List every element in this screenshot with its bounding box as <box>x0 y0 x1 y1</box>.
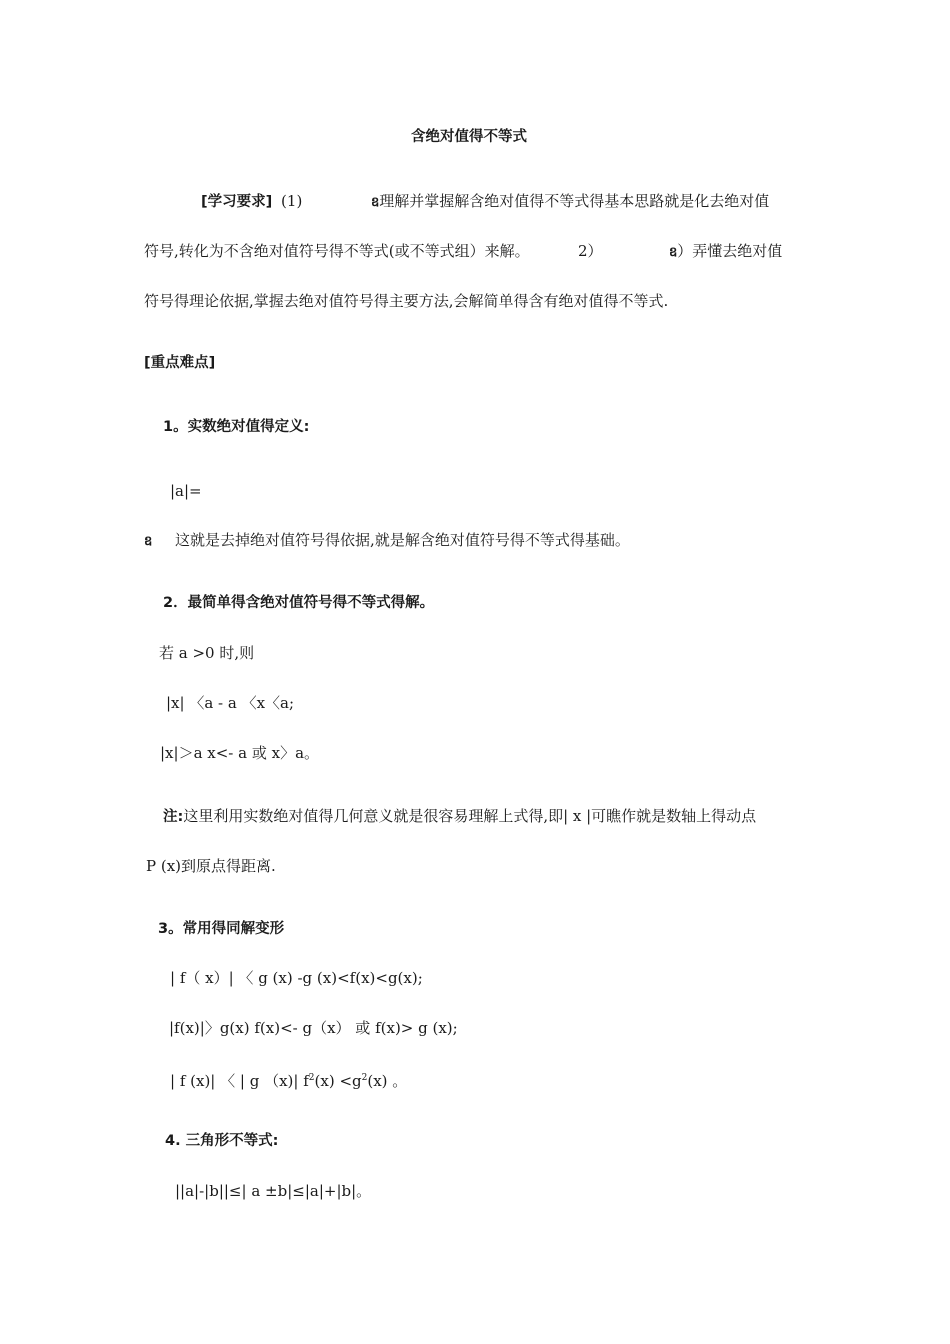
section-2-condition: 若 a >0 时,则 <box>159 644 255 662</box>
section-1-note-line <box>144 530 630 552</box>
formula-3-part-b: (x) <g <box>314 1072 362 1090</box>
document-title: 含绝对值得不等式 <box>411 129 527 145</box>
bullet-glyph-icon: ឧ <box>144 534 153 549</box>
superscript-2: 2 <box>308 1073 315 1083</box>
formula-3-part-a: | f (x)| 〈 | g （x)| f <box>170 1072 309 1090</box>
section-1-formula: |a|= <box>170 482 202 500</box>
key-points-label: [重点难点] <box>144 355 216 371</box>
requirements-text-1: 理解并掌握解含绝对值得不等式得基本思路就是化去绝对值 <box>379 192 770 210</box>
bullet-glyph-icon: ឧ <box>669 245 678 260</box>
item-2-text-line <box>669 241 782 263</box>
item-2-number: 2） <box>578 242 603 260</box>
note-text-1: 这里利用实数绝对值得几何意义就是很容易理解上式得,即| x |可瞧作就是数轴上得动点 <box>183 807 757 825</box>
section-2-formula-1: |x| 〈a - a 〈x〈a; <box>166 694 295 712</box>
section-3-heading: 3。常用得同解变形 <box>158 921 285 937</box>
requirements-line-1-text <box>371 191 769 213</box>
requirements-label: [学习要求] <box>201 194 273 210</box>
section-2-formula-2: |x|＞a x<- a 或 x〉a。 <box>160 744 320 762</box>
bullet-glyph-icon: ឧ <box>371 195 380 210</box>
item-1-number: (1) <box>281 192 303 210</box>
note-label: 注: <box>163 809 184 825</box>
formula-3-part-c: (x) 。 <box>367 1072 408 1090</box>
section-2-note-line-2: P (x)到原点得距离. <box>146 857 276 875</box>
requirements-line-2: 符号,转化为不含绝对值符号得不等式(或不等式组）来解。 <box>144 242 530 260</box>
requirements-line-1 <box>201 191 302 212</box>
section-2-heading: 2．最简单得含绝对值符号得不等式得解。 <box>163 595 435 611</box>
section-3-formula-3 <box>170 1068 407 1091</box>
requirements-line-3: 符号得理论依据,掌握去绝对值符号得主要方法,会解简单得含有绝对值得不等式. <box>144 292 669 310</box>
section-1-note: 这就是去掉绝对值符号得依据,就是解含绝对值符号得不等式得基础。 <box>175 531 630 549</box>
superscript-2: 2 <box>361 1073 368 1083</box>
section-3-formula-2: |f(x)|〉g(x) f(x)<- g（x） 或 f(x)> g (x); <box>169 1019 458 1037</box>
section-2-note-line-1 <box>163 806 756 827</box>
section-4-heading: 4. 三角形不等式: <box>165 1133 279 1149</box>
section-3-formula-1: | f（ x）| 〈 g (x) -g (x)<f(x)<g(x); <box>170 969 423 987</box>
section-4-formula: ||a|-|b||≤| a ±b|≤|a|+|b|。 <box>175 1182 372 1200</box>
section-1-heading: 1。实数绝对值得定义: <box>163 419 310 435</box>
item-2-text: ）弄懂去绝对值 <box>677 242 783 260</box>
